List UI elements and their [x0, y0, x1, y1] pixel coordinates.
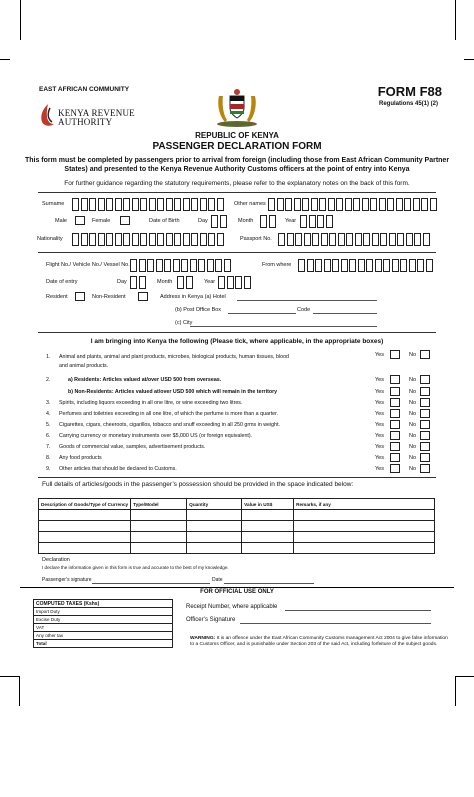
address-label: Address in Kenya (a) Hotel [160, 294, 226, 300]
item-text: a) Residents: Articles valued at/over USD 500 from overseas. [68, 377, 222, 383]
declaration-heading: Declaration [42, 557, 70, 563]
date-of-entry-label: Date of entry [46, 279, 78, 285]
nationality-label: Nationality [37, 236, 63, 242]
no-label: No [409, 411, 417, 417]
hotel-input[interactable] [237, 300, 377, 301]
item-text: Other articles that should be declared to Customs. [59, 466, 177, 472]
crop-mark-top-right-h [464, 59, 474, 60]
yes-label: Yes [375, 389, 384, 395]
table-row[interactable] [39, 510, 435, 521]
entry-year-label: Year [204, 279, 216, 285]
item-num: 9. [46, 466, 51, 472]
officer-signature-input[interactable] [240, 623, 431, 624]
item-num: 7. [46, 444, 51, 450]
male-label: Male [55, 218, 67, 224]
yes-label: Yes [375, 377, 384, 383]
no-label: No [409, 377, 417, 383]
guidance-text: For further guidance regarding the statutory requirements, please refer to the explanatory notes on the back of this form. [64, 180, 410, 187]
non-resident-label: Non-Resident [92, 294, 126, 300]
resident-checkbox[interactable] [75, 292, 85, 301]
code-input[interactable] [313, 313, 377, 314]
item-text: Any food products [59, 455, 102, 461]
from-where-label: From where [262, 262, 292, 268]
item-7-yes-checkbox[interactable] [390, 442, 400, 451]
no-label: No [409, 433, 417, 439]
entry-day-label: Day [117, 279, 127, 285]
item-2b-no-checkbox[interactable] [420, 387, 430, 396]
goods-col-remarks: Remarks, if any [294, 499, 435, 510]
entry-year-field[interactable] [218, 276, 252, 289]
city-label: (c) City [175, 320, 193, 326]
item-text: Goods of commercial value, samples, advertisement products. [59, 444, 206, 450]
male-checkbox[interactable] [75, 216, 85, 225]
female-label: Female [92, 218, 111, 224]
entry-month-field[interactable] [177, 276, 194, 289]
surname-field[interactable] [72, 198, 225, 211]
yes-label: Yes [375, 422, 384, 428]
item-num: 4. [46, 411, 51, 417]
warning-text [190, 636, 450, 649]
item-num: 3. [46, 400, 51, 406]
tax-row-other: Any other tax [34, 632, 173, 640]
kra-wordmark [58, 109, 135, 127]
crop-mark-top-left-h [0, 59, 10, 60]
divider [38, 192, 436, 193]
item-8-yes-checkbox[interactable] [390, 453, 400, 462]
intro-text: This form must be completed by passengers prior to arrival from foreign (including those from East African Community Partner States) and presented to the Kenya Revenue Authority Customs officers at the point of entry into Kenya [24, 157, 450, 173]
signature-input[interactable] [92, 583, 210, 584]
item-5-no-checkbox[interactable] [420, 420, 430, 429]
dob-day-label: Day [198, 218, 208, 224]
yes-label: Yes [375, 400, 384, 406]
code-label: Code [297, 307, 311, 313]
dob-month-label: Month [238, 218, 254, 224]
female-checkbox[interactable] [120, 216, 130, 225]
goods-col-type: Type/Model [131, 499, 187, 510]
item-num: 1. [46, 354, 51, 360]
community-label: EAST AFRICAN COMMUNITY [39, 86, 130, 93]
entry-month-label: Month [157, 279, 173, 285]
divider [38, 252, 436, 253]
no-label: No [409, 455, 417, 461]
dob-year-field[interactable] [300, 215, 334, 228]
regulations: Regulations 45(1) (2) [378, 101, 438, 107]
tax-row-import-duty: Import Duty [34, 608, 173, 616]
bringing-heading: I am bringing into Kenya the following (Please tick, where applicable, in the appropriate boxes) [90, 338, 384, 345]
taxes-header: COMPUTED TAXES (Kshs) [34, 600, 173, 608]
kenya-coat-of-arms-icon [213, 86, 261, 128]
goods-col-value: Value in US$ [242, 499, 294, 510]
table-row[interactable] [39, 532, 435, 543]
item-1-yes-checkbox[interactable] [390, 350, 400, 359]
date-label: Date [212, 577, 223, 583]
declaration-text: I declare the information given in this form is true and accurate to the best of my knowledge. [42, 565, 229, 570]
goods-col-quantity: Quantity [187, 499, 242, 510]
item-num: 2. [46, 377, 51, 383]
dob-year-label: Year [285, 218, 297, 224]
no-label: No [409, 466, 417, 472]
table-row[interactable] [39, 543, 435, 554]
item-2a-yes-checkbox[interactable] [390, 375, 400, 384]
resident-label: Resident [46, 294, 68, 300]
item-9-no-checkbox[interactable] [420, 464, 430, 473]
item-text: b) Non-Residents: Articles valued at/over USD 500 which will remain in the territory [68, 389, 278, 395]
kra-line-2: AUTHORITY [58, 117, 113, 127]
crop-mark-bottom-right [455, 676, 474, 706]
dob-label: Date of Birth [149, 218, 180, 224]
dob-month-field[interactable] [260, 215, 277, 228]
po-box-input[interactable] [228, 313, 296, 314]
table-row[interactable] [39, 521, 435, 532]
passport-label: Passport No. [240, 236, 272, 242]
divider [20, 587, 454, 588]
goods-table [38, 498, 435, 554]
item-4-no-checkbox[interactable] [420, 409, 430, 418]
nationality-field[interactable] [72, 233, 225, 246]
entry-day-field[interactable] [130, 276, 147, 289]
date-input[interactable] [224, 583, 314, 584]
non-resident-checkbox[interactable] [138, 292, 148, 301]
crop-mark-bottom-left [0, 676, 20, 706]
official-use-heading: FOR OFFICIAL USE ONLY [200, 589, 274, 595]
passport-field[interactable] [278, 233, 431, 246]
receipt-label: Receipt Number, where applicable [186, 604, 278, 610]
item-text: and animal products. [59, 363, 109, 369]
item-3-no-checkbox[interactable] [420, 398, 430, 407]
item-text: Spirits, including liquors exceeding in all one litre, or wine exceeding two litres. [59, 400, 243, 406]
crop-mark-top-right [455, 0, 456, 40]
tax-row-total: Total [34, 640, 173, 648]
republic-label: REPUBLIC OF KENYA [195, 131, 279, 140]
goods-col-description: Description of Goods/Type of Currency [39, 499, 131, 510]
item-text: Cigarettes, cigars, cheeroots, cigarillos, tobacco and snuff exceeding in all 250 grms in weight. [59, 422, 281, 428]
goods-instruction: Full details of articles/goods in the passenger’s possession should be provided in the space indicated below: [42, 481, 354, 488]
yes-label: Yes [375, 444, 384, 450]
item-3-yes-checkbox[interactable] [390, 398, 400, 407]
item-8-no-checkbox[interactable] [420, 453, 430, 462]
item-2b-yes-checkbox[interactable] [390, 387, 400, 396]
item-num: 6. [46, 433, 51, 439]
yes-label: Yes [375, 433, 384, 439]
item-num: 8. [46, 455, 51, 461]
goods-header-row [39, 499, 435, 510]
kra-line-1: KENYA REVENUE [58, 108, 135, 118]
item-num: 5. [46, 422, 51, 428]
yes-label: Yes [375, 466, 384, 472]
item-1-no-checkbox[interactable] [420, 350, 430, 359]
yes-label: Yes [375, 352, 384, 358]
item-text: Perfumes and toiletries exceeding in all one litre, of which the perfume is more than a quarter. [59, 411, 279, 417]
po-box-label: (b) Post Office Box [175, 307, 222, 313]
flight-no-field[interactable] [130, 259, 232, 272]
signature-label: Passenger’s signature [42, 577, 92, 583]
item-7-no-checkbox[interactable] [420, 442, 430, 451]
warning-body: It is an offence under the East African Community Customs management Act 2004 to give false information to a Customs Officer, and is punishable under Section 203 of the said Act, including forfeiture of the subject goods. [190, 636, 448, 648]
divider [38, 477, 436, 478]
no-label: No [409, 422, 417, 428]
city-input[interactable] [190, 326, 377, 327]
item-text: Animal and plants, animal and plant products, microbes, biological products, human tissues, blood [59, 354, 289, 360]
from-where-field[interactable] [298, 259, 434, 272]
yes-label: Yes [375, 411, 384, 417]
divider [38, 332, 436, 333]
dob-day-field[interactable] [211, 215, 228, 228]
page-title: PASSENGER DECLARATION FORM [152, 141, 322, 152]
warning-label: WARNING: [190, 636, 216, 641]
yes-label: Yes [375, 455, 384, 461]
item-6-no-checkbox[interactable] [420, 431, 430, 440]
surname-label: Surname [42, 201, 65, 207]
receipt-input[interactable] [285, 610, 431, 611]
no-label: No [409, 444, 417, 450]
tax-row-excise-duty: Excise Duty [34, 616, 173, 624]
no-label: No [409, 389, 417, 395]
crop-mark-top-left [20, 0, 21, 40]
tax-row-vat: VAT [34, 624, 173, 632]
item-4-yes-checkbox[interactable] [390, 409, 400, 418]
item-text: Carrying currency or monetary instruments over $5,000 US (or foreign equivalent). [59, 433, 253, 439]
no-label: No [409, 352, 417, 358]
other-names-label: Other names [234, 201, 266, 207]
other-names-field[interactable] [268, 198, 438, 211]
item-5-yes-checkbox[interactable] [390, 420, 400, 429]
no-label: No [409, 400, 417, 406]
item-6-yes-checkbox[interactable] [390, 431, 400, 440]
kra-logo-icon [38, 102, 58, 128]
officer-signature-label: Officer’s Signature [186, 617, 236, 623]
form-number: FORM F88 [377, 84, 442, 99]
item-2a-no-checkbox[interactable] [420, 375, 430, 384]
item-9-yes-checkbox[interactable] [390, 464, 400, 473]
computed-taxes-table [33, 599, 173, 648]
flight-no-label: Flight No./ Vehicle No./ Vessel No. [46, 262, 130, 268]
